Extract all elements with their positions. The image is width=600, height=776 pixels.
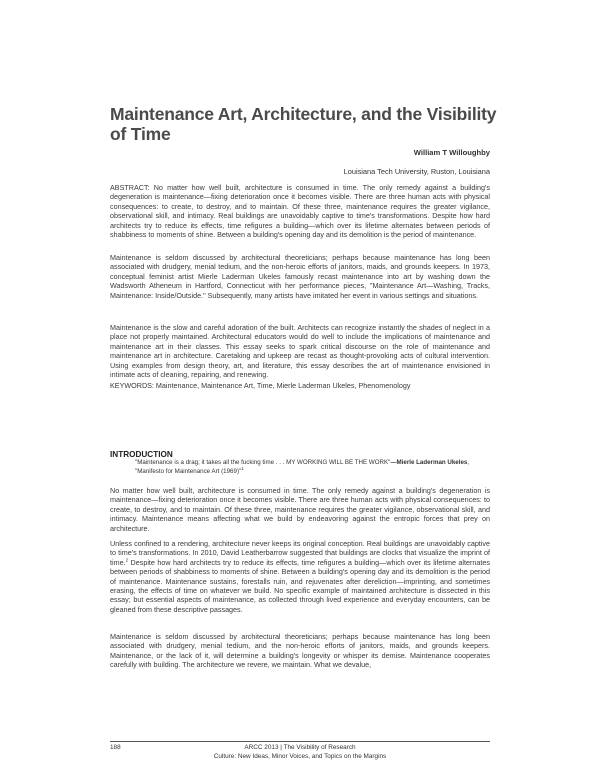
footer-theme: Culture: New Ideas, Minor Voices, and Topics on the Margins bbox=[213, 753, 387, 760]
keywords-text: KEYWORDS: Maintenance, Maintenance Art, Time, Mierle Laderman Ukeles, Phenomenology bbox=[110, 381, 411, 390]
body-text: Maintenance is seldom discussed by architectural theoreticians; perhaps because maintenance has long been associated with drudgery, menial tedium, and the non-heroic efforts of janitors, maids, and grounds keepers. Maintenance, or the lack of it, will determine a building's longevity or whisper its demise. Maintenance cooperates carefully with building. The architecture we revere, we maintain. What we devalue, bbox=[110, 632, 490, 670]
epigraph-attribution: —Mierle Laderman Ukeles bbox=[390, 459, 468, 466]
footnote-ref: 2 bbox=[125, 557, 129, 563]
paper-title: Maintenance Art, Architecture, and the Visibility of Time bbox=[110, 104, 497, 144]
page-number: 188 bbox=[110, 744, 121, 751]
author-affiliation: Louisiana Tech University, Ruston, Louisiana bbox=[343, 167, 490, 176]
abstract-paragraph-1 bbox=[110, 183, 490, 239]
keywords bbox=[110, 381, 490, 390]
epigraph-source: , "Manifesto for Maintenance Art (1969)" bbox=[135, 459, 470, 475]
intro-paragraph-1 bbox=[110, 486, 490, 533]
intro-paragraph-3 bbox=[110, 632, 490, 670]
body-text: Unless confined to a rendering, architecture never keeps its original conception. Real buildings are unavoidably captive to time's transformations. In 2010, David Leatherbarrow suggested that buildings are clocks that visualize the imprint of time.$^2$ Despite how hard architects try to reduce its effects, time refigures a building—which over its lifetime alternates between periods of shabbiness to moments of shine. Between a building's opening day and its demolition is the period of maintenance. Maintenance sustains, forestalls ruin, and rejuvenates after dereliction—imprinting, and sometimes erasing, the effects of time on whatever we build. No specific example of maintained architecture is dissected in this essay; but essential aspects of maintenance, as collected through lived experience and everyday encounters, can be gleaned from these descriptive passages. bbox=[110, 539, 490, 614]
footer-divider bbox=[110, 741, 490, 742]
epigraph-quote: "Maintenance is a drag; it takes all the fucking time . . . MY WORKING WILL BE THE WORK" bbox=[135, 459, 391, 466]
abstract-text: ABSTRACT: No matter how well built, architecture is consumed in time. The only remedy against a building's degeneration is maintenance—fixing deterioration once it becomes visible. There are three human acts with physical consequences: to create, to destroy, and to maintain. Of these three, maintenance requires the greater vigilance, observational skill, and intimacy. Real buildings are unavoidably captive to time's transformations. Despite how hard architects try to reduce its effects, time refigures a building—which over its lifetime alternates between periods of shabbiness to moments of shine. Between a building's opening day and its demolition is the period of maintenance. bbox=[110, 183, 490, 240]
abstract-text: Maintenance is seldom discussed by architectural theoreticians; perhaps because maintenance has long been associated with drudgery, menial tedium, and the non-heroic efforts of janitors, maids, and grounds keepers. In 1973, conceptual feminist artist Mierle Laderman Ukeles famously recast maintenance into art by washing down the Wadsworth Atheneum in Hartford, Connecticut with her performance pieces, "Maintenance Art—Washing, Tracks, Maintenance: Inside/Outside." Subsequently, many artists have imitated her event in various settings and situations. bbox=[110, 253, 490, 300]
abstract-text: Maintenance is the slow and careful adoration of the built. Architects can recognize instantly the shades of neglect in a place not properly maintained. Architectural educators would do well to include the implications of maintenance and maintenance art in their classes. This essay seeks to spark critical discourse on the role of maintenance and maintenance art in architecture. Caretaking and upkeep are recast as thought-provoking acts of cultural intervention. Using examples from design theory, art, and literature, this essay describes the art of maintenance envisioned in intimate acts of cleaning, repairing, and renewing. bbox=[110, 323, 490, 380]
intro-paragraph-2 bbox=[110, 539, 490, 614]
footer-conference: ARCC 2013 | The Visibility of Research bbox=[244, 744, 356, 751]
body-text: No matter how well built, architecture is consumed in time. The only remedy against a building's degeneration is maintenance—fixing deterioration once it becomes visible. There are three human acts with physical consequences: to create, to destroy, and to maintain. Of these three, maintenance requires the greater vigilance, observational skill, and intimacy. Maintenance means affecting what we build by endeavoring against the entropic forces that prey on architecture. bbox=[110, 486, 490, 533]
section-heading-introduction: INTRODUCTION bbox=[110, 450, 173, 459]
epigraph bbox=[135, 459, 475, 476]
author-name: William T Willoughby bbox=[413, 148, 490, 157]
abstract-paragraph-2 bbox=[110, 253, 490, 300]
footnote-ref: 1 bbox=[241, 465, 244, 471]
abstract-paragraph-3 bbox=[110, 323, 490, 379]
